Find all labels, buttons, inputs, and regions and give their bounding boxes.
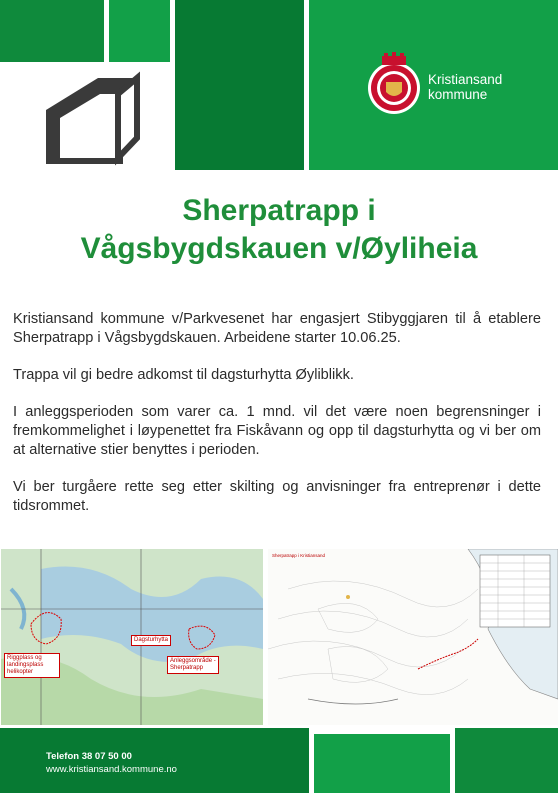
- title-line2: Vågsbygdskauen v/Øyliheia: [80, 232, 478, 265]
- page-title: [0, 192, 558, 268]
- footer-contact: [46, 750, 177, 776]
- paragraph-1: Kristiansand kommune v/Parkvesenet har engasjert Stibyggjaren til å etablere Sherpatrapp i Vågsbygdskauen. Arbeidene starter 10.06.25.: [13, 311, 541, 346]
- detail-map-drawing: [268, 549, 558, 725]
- kommune-branding: [366, 52, 502, 122]
- footer-block-right: [455, 728, 558, 793]
- notice-body: [13, 310, 541, 534]
- paragraph-2: Trappa vil gi bedre adkomst til dagsturhytta Øyliblikk.: [13, 367, 354, 383]
- footer-phone: Telefon 38 07 50 00: [46, 751, 132, 762]
- paragraph-4: Vi ber turgåere rette seg etter skilting og anvisninger fra entreprenør i dette tidsrommet.: [13, 479, 541, 514]
- header-block-topmid: [109, 0, 170, 62]
- detail-map: [268, 549, 558, 725]
- brand-name: [428, 72, 502, 102]
- label-anleggsomrade: Anleggsområde - Sherpatrapp: [167, 656, 219, 674]
- kristiansand-crest-icon: [366, 52, 422, 122]
- detail-map-title: Sherpatrapp i Kristiansand: [272, 553, 326, 558]
- footer-web: www.kristiansand.kommune.no: [46, 764, 177, 775]
- header-block-mid: [175, 0, 304, 170]
- brand-line2: kommune: [428, 87, 488, 102]
- header-block-topleft: [0, 0, 104, 62]
- cabin-logo-icon: [0, 66, 170, 170]
- overview-map: [1, 549, 263, 725]
- label-dagsturhytta: Dagsturhytta: [131, 635, 171, 646]
- footer-block-mid: [314, 734, 450, 793]
- label-riggplass: Riggplass og landingsplass helikopter: [4, 653, 60, 678]
- paragraph-3: I anleggsperioden som varer ca. 1 mnd. vil det være noen begrensninger i fremkommelighet i løypenettet fra Fiskåvann og opp til dagsturhytta og vi ber om at alternative stier benyttes i perioden.: [13, 404, 541, 458]
- title-line1: Sherpatrapp i: [182, 194, 376, 227]
- cabin-logo-box: [0, 66, 170, 170]
- brand-line1: Kristiansand: [428, 72, 503, 87]
